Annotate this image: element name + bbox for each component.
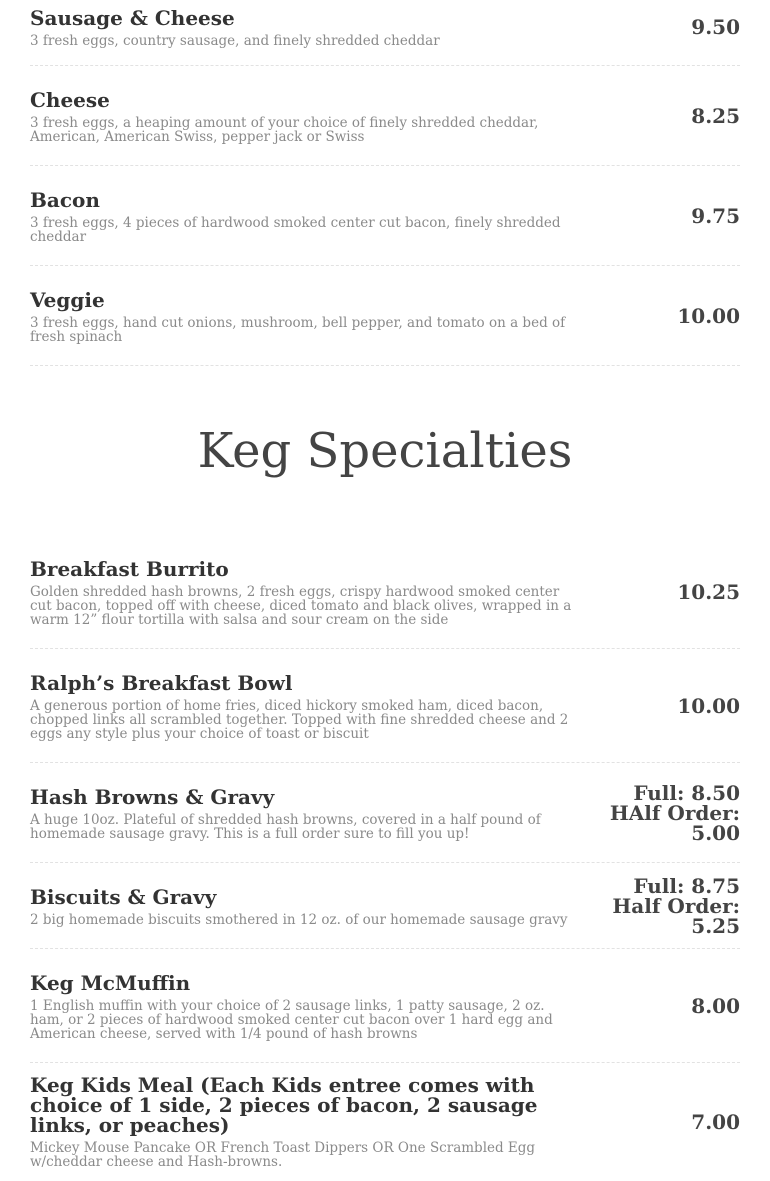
menu-item-name: Keg McMuffin: [30, 970, 191, 995]
menu-item: [30, 863, 740, 949]
menu-item-description: Golden shredded hash browns, 2 fresh eggs, crispy hardwood smoked center cut bacon, topped off with cheese, diced tomato and black olives, wrapped in a warm 12” flour tortilla with salsa and sour cream on the side: [30, 584, 572, 628]
menu-item-name: Breakfast Burrito: [30, 557, 229, 581]
menu-item-name: Ralph’s Breakfast Bowl: [30, 670, 293, 695]
menu-item-description: 3 fresh eggs, 4 pieces of hardwood smoked center cut bacon, finely shredded cheddar: [30, 214, 561, 245]
menu-item: [30, 66, 740, 166]
menu-item-name: Biscuits & Gravy: [30, 884, 217, 909]
menu-item: [30, 1063, 740, 1181]
menu-item-price: 8.00: [691, 993, 740, 1018]
menu: [30, 0, 740, 1181]
menu-item-price: 7.00: [691, 1110, 740, 1134]
menu-item-name: Keg Kids Meal (Each Kids entree comes with choice of 1 side, 2 pieces of bacon, 2 sausage links, or peaches): [30, 1073, 538, 1137]
menu-item-description: A generous portion of home fries, diced hickory smoked ham, diced bacon, chopped links all scrambled together. Topped with fine shredded cheese and 2 eggs any style plus your choice of toast or biscuit: [30, 697, 569, 742]
menu-item-text: [30, 671, 582, 741]
menu-item-text: [30, 6, 582, 48]
menu-item-description: 3 fresh eggs, hand cut onions, mushroom, bell pepper, and tomato on a bed of fresh spinach: [30, 314, 566, 345]
menu-item: [30, 649, 740, 763]
menu-item-name: Sausage & Cheese: [30, 5, 235, 30]
menu-item-price: 10.25: [677, 580, 740, 604]
menu-item: [30, 536, 740, 649]
menu-item: [30, 266, 740, 366]
menu-item-description: 1 English muffin with your choice of 2 sausage links, 1 patty sausage, 2 oz. ham, or 2 pieces of hardwood smoked center cut bacon over 1 hard egg and American cheese, served with 1/4 pound of hash browns: [30, 997, 553, 1042]
menu-item-text: [30, 557, 582, 627]
menu-item-text: [30, 88, 582, 144]
menu-item-text: [30, 785, 582, 841]
menu-item-price: 9.50: [691, 14, 740, 39]
menu-item-price: 8.25: [691, 103, 740, 128]
menu-item-name: Hash Browns & Gravy: [30, 784, 275, 809]
menu-item-description: 3 fresh eggs, a heaping amount of your choice of finely shredded cheddar, American, American Swiss, pepper jack or Swiss: [30, 114, 539, 145]
section-title: Keg Specialties: [197, 423, 573, 479]
menu-item: [30, 949, 740, 1063]
menu-item-price: 10.00: [677, 303, 740, 328]
menu-item-text: [30, 188, 582, 244]
menu-item: [30, 0, 740, 66]
menu-item-text: [30, 1075, 582, 1169]
menu-item-price: Full: 8.75 Half Order: 5.25: [612, 873, 740, 938]
menu-item-text: [30, 885, 582, 927]
menu-item-description: 2 big homemade biscuits smothered in 12 oz. of our homemade sausage gravy: [30, 911, 568, 928]
menu-item-price: Full: 8.50 HAlf Order: 5.00: [609, 780, 740, 845]
menu-item-description: 3 fresh eggs, country sausage, and finely shredded cheddar: [30, 32, 440, 49]
section-header: [30, 366, 740, 536]
menu-item-name: Cheese: [30, 87, 110, 112]
menu-item: [30, 763, 740, 863]
menu-item-price: 10.00: [677, 693, 740, 718]
menu-item-description: Mickey Mouse Pancake OR French Toast Dippers OR One Scrambled Egg w/cheddar cheese and Hash-browns.: [30, 1140, 536, 1170]
menu-item-text: [30, 288, 582, 344]
menu-item-price: 9.75: [691, 203, 740, 228]
menu-item-name: Bacon: [30, 187, 100, 212]
menu-item: [30, 166, 740, 266]
menu-item-text: [30, 971, 582, 1041]
menu-item-description: A huge 10oz. Plateful of shredded hash browns, covered in a half pound of homemade sausage gravy. This is a full order sure to fill you up!: [30, 811, 541, 842]
menu-item-name: Veggie: [30, 287, 105, 312]
